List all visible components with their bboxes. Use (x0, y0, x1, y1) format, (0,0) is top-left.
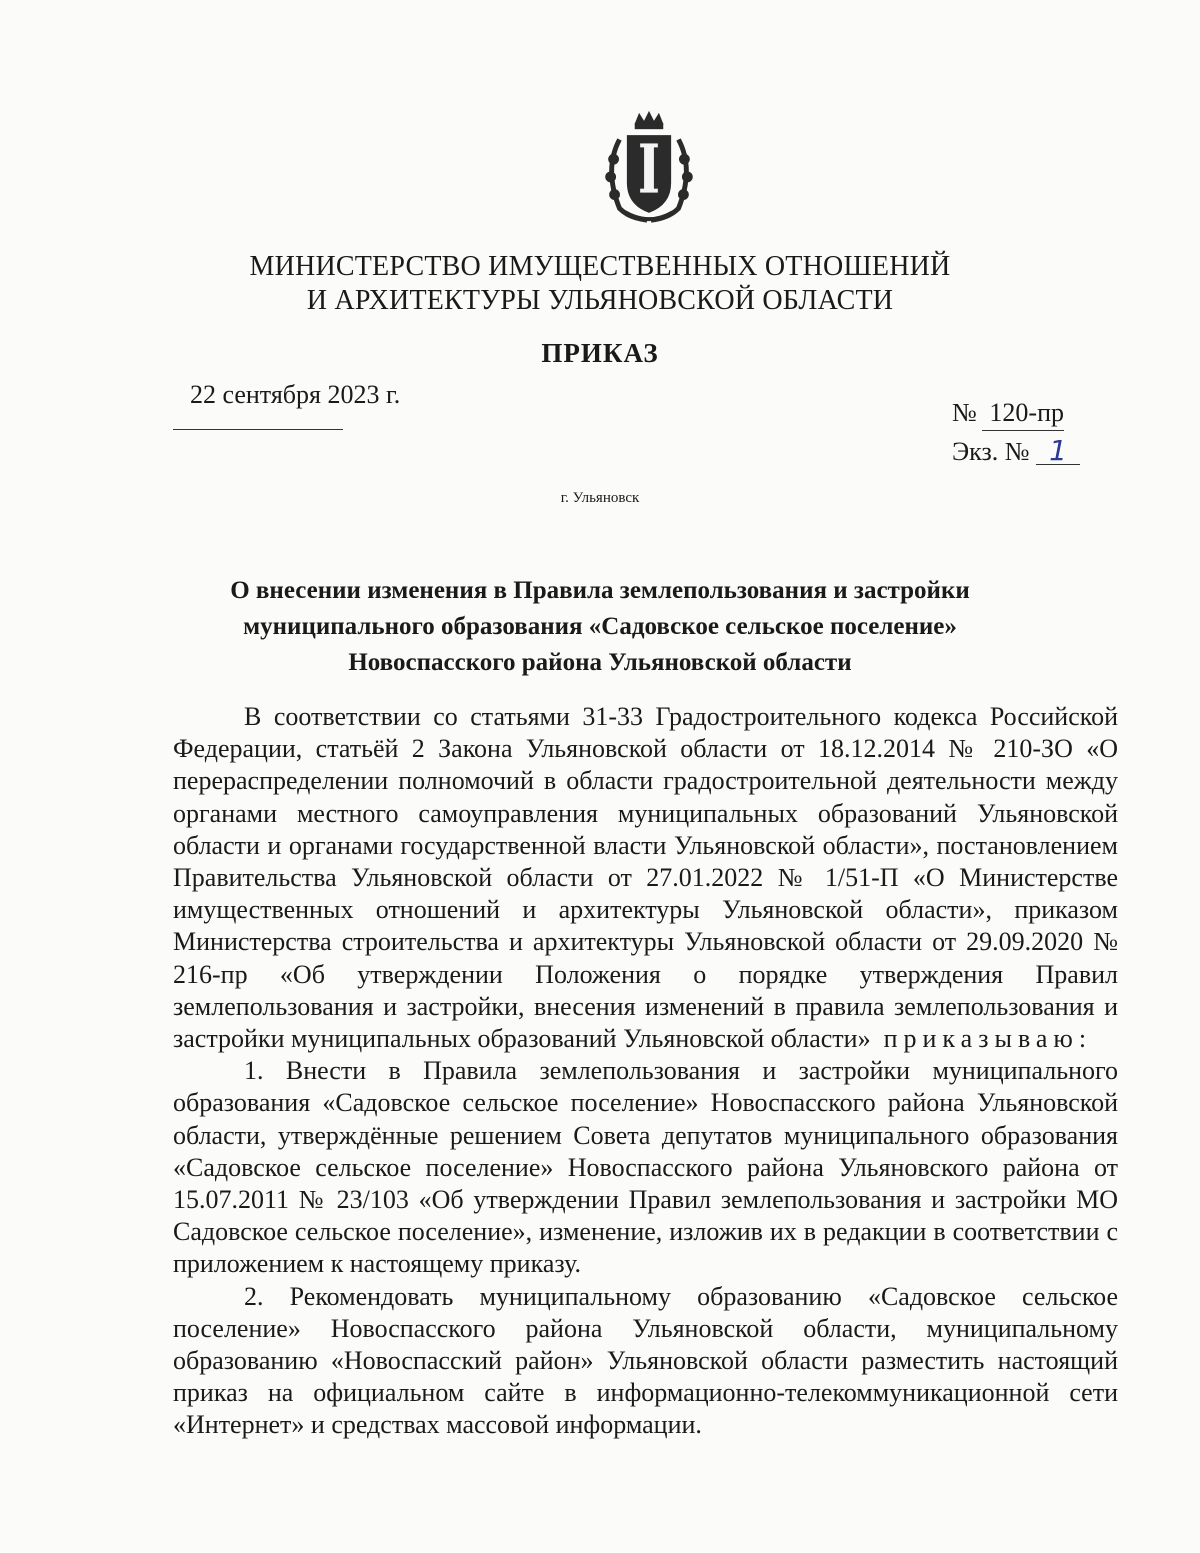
ministry-name-line-2: И АРХИТЕКТУРЫ УЛЬЯНОВСКОЙ ОБЛАСТИ (306, 285, 894, 316)
preamble-text: В соответствии со статьями 31-33 Градостроительного кодекса Российской Федерации, статьёй 2 Закона Ульяновской области от 18.12.2014 № 210-ЗО «О перераспределении полномочий в области градостроительной деятельности между органами местного самоуправления муниципальных образований Ульяновской области и органами государственной власти Ульяновской области», постановлением Правительства Ульяновской области от 27.01.2022 № 1/51-П «О Министерстве имущественных отношений и архитектуры Ульяновской области», приказом Министерства строительства и архитектуры Ульяновской области от 29.09.2020 № 216-пр «Об утверждении Положения о порядке утверждения Правил землепользования и застройки, внесения изменений в правила землепользования и застройки муниципальных образований Ульяновской области» (173, 702, 1118, 1054)
command-word: приказываю: (883, 1024, 1093, 1054)
order-number-value: 120-пр (982, 398, 1064, 431)
subject-line-1: О внесении изменения в Правила землепользования и застройки (230, 577, 970, 604)
order-subject (0, 573, 1200, 681)
clause-2: 2. Рекомендовать муниципальному образованию «Садовское сельское поселение» Новоспасского района Ульяновской области, муниципальному образованию «Новоспасский район» Ульяновской области разместить настоящий приказ на официальном сайте в информационно-телекоммуникационной сети «Интернет» и средствах массовой информации. (173, 1281, 1118, 1440)
preamble-paragraph (173, 701, 1118, 1055)
subject-line-3: Новоспасского района Ульяновской области (348, 649, 852, 676)
order-title: ПРИКАЗ (541, 338, 659, 368)
ministry-name (0, 250, 1200, 318)
order-date: 22 сентября 2023 г. (190, 380, 401, 409)
copy-number-prefix: Экз. № (952, 437, 1030, 466)
order-number (952, 398, 1064, 431)
ministry-name-line-1: МИНИСТЕРСТВО ИМУЩЕСТВЕННЫХ ОТНОШЕНИЙ (249, 251, 951, 282)
subject-line-2: муниципального образования «Садовское сельское поселение» (243, 613, 957, 640)
copy-number-value: 1 (1036, 438, 1080, 465)
date-underline (173, 429, 343, 430)
order-number-prefix: № (952, 398, 977, 427)
copy-number (952, 434, 1080, 467)
city: г. Ульяновск (560, 490, 640, 506)
coat-of-arms-icon (590, 110, 708, 228)
clause-1: 1. Внести в Правила землепользования и застройки муниципального образования «Садовское сельское поселение» Новоспасского района Ульяновской области, утверждённые решением Совета депутатов муниципального образования «Садовское сельское поселение» Новоспасского района Ульяновского района от 15.07.2011 № 23/103 «Об утверждении Правил землепользования и застройки МО Садовское сельское поселение», изменение, изложив их в редакции в соответствии с приложением к настоящему приказу. (173, 1056, 1118, 1279)
order-body (173, 701, 1118, 1442)
